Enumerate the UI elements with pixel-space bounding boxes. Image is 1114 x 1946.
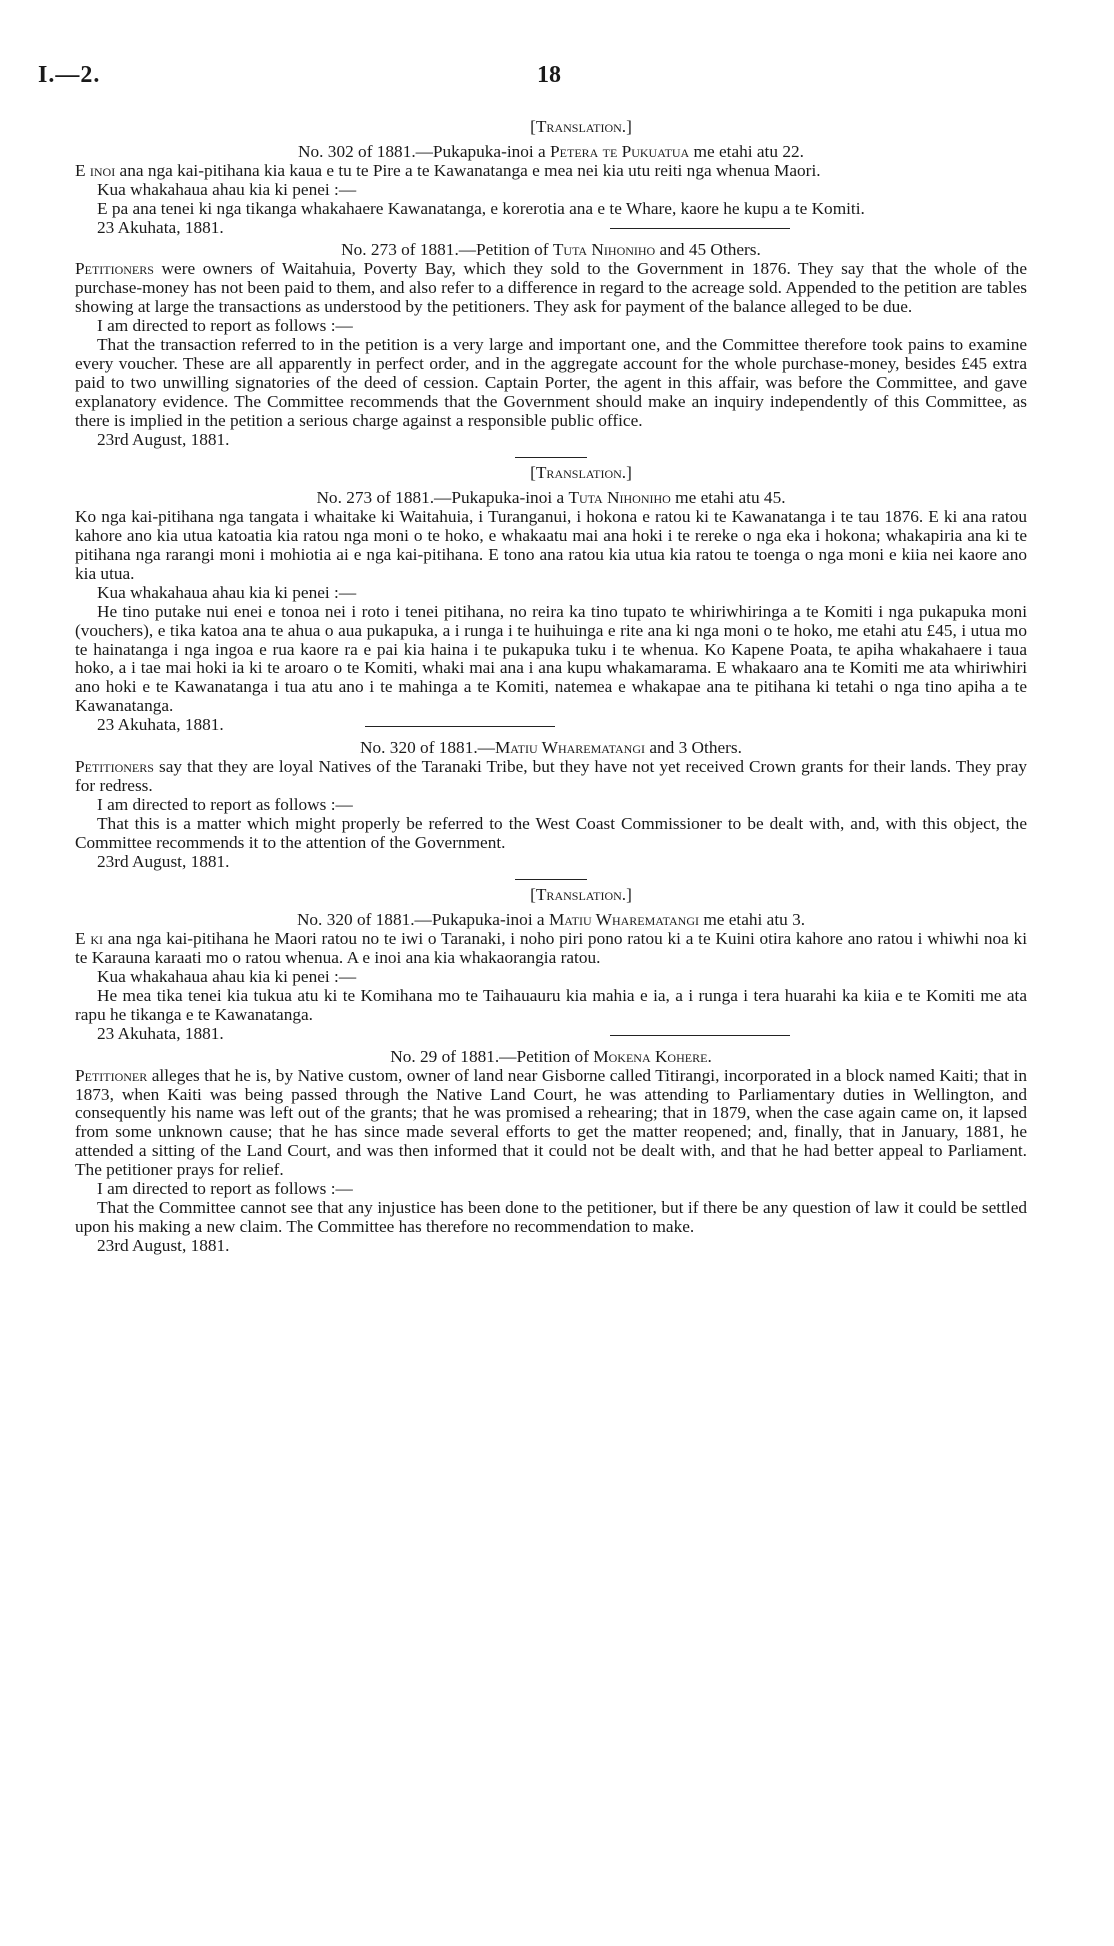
committee-report: That this is a matter which might properly be referred to the West Coast Commissioner to be dealt with, and, with this object, the Committee recommends it to the attention of the Government. [75,813,1027,852]
report-date: 23rd August, 1881. [97,851,230,871]
petition-title: No. 29 of 1881.—Petition of Mokena Kohere. [390,1046,712,1066]
committee-report: E pa ana tenei ki nga tikanga whakahaere Kawanatanga, e korerotia ana e te Whare, kaore he kupu a te Komiti. [97,198,865,218]
section-273-translation [75,463,1027,735]
translation-label: [Translation.] [530,463,632,483]
section-302-translation [75,117,1027,237]
document-body [75,118,1027,1256]
translation-label: [Translation.] [530,117,632,136]
translation-label: [Translation.] [530,885,632,905]
petition-summary: Petitioners say that they are loyal Natives of the Taranaki Tribe, but they have not yet received Crown grants for their lands. They pray for redress. [75,757,1027,795]
section-divider [365,726,555,727]
committee-report: That the transaction referred to in the petition is a very large and important one, and the Committee therefore took pains to examine every voucher. These are all apparently in perfect order, and in the aggregate account for the whole purchase-money, besides £45 extra paid to two unwilling signatories of the deed of cession. Captain Porter, the agent in this affair, was before the Committee, and gave explanatory evidence. The Committee recommends that the Government should make an inquiry independently of this Committee, as there is implied in the petition a serious charge against a responsible public office. [75,334,1027,430]
committee-report: He tino putake nui enei e tonoa nei i roto i tenei pitihana, no reira ka tino tupato te whiriwhiringa a te Komiti i nga pukapuka moni (vouchers), e tika katoa ana te ahua o aua pukapuka, a i runga i te huihuinga e rite ana ki nga moni o te hoko, me etahi atu £45, i utua mo te hainatanga i nga ingoa e rua kaore ra e pai kia haina i te pukapuka tuku i te whenua. Ko Kapene Poata, te apiha whakahaere i taua hoko, a i tae mai hoki ia ki te aroaro o te Komiti, whaki mai ana i ana kupu whakamarama. E whakaaro ana te Komiti me ata whiriwhiri ano hoki e te Kawanatanga i tua atu ano i te mahinga a te Komiti, natemea e whakapae ana te pitihana ki tetahi o nga tino apiha a te Kawanatanga. [75,601,1027,716]
report-date: 23 Akuhata, 1881. [97,217,224,237]
report-date: 23 Akuhata, 1881. [97,1023,224,1043]
petitioner-name: Matiu Wharematangi [548,910,699,930]
section-320-translation [75,885,1027,1043]
section-divider [515,457,587,458]
petitioner-name: Petera te Pukuatua [550,141,690,161]
petition-summary: Ko nga kai-pitihana nga tangata i whaitake ki Waitahuia, i Turanganui, i hokona e ratou ki te Kawanatanga i te tau 1876. E ki ana ratou kahore ano kia utua katoatia kia ratou nga moni o te hoko, e whakaatu mai ana hoki i te rereke o nga eka i hokona; whakapiria ana ki te pitihana nga rarangi moni i mohiotia ai e nga kai-pitihana. E tono ana ratou kia utua kia ratou te toenga o nga moni e kiia nei kaore ano kia utua. [75,507,1027,583]
section-273 [75,241,1027,458]
section-divider [515,879,587,880]
report-directive: I am directed to report as follows :— [97,794,353,814]
report-date: 23rd August, 1881. [97,1235,230,1255]
petition-title: No. 302 of 1881.—Pukapuka-inoi a Petera te Pukuatua me etahi atu 22. [298,141,804,161]
petition-summary: E ki ana nga kai-pitihana he Maori ratou no te iwi o Taranaki, i noho piri pono ratou ki a te Kuini otira kahore ano ratou i whiwhi noa ki te Karauna karaati mo o ratou whenua. A e inoi ana kia whakaorangia ratou. [75,929,1027,968]
petition-summary: Petitioners were owners of Waitahuia, Poverty Bay, which they sold to the Government in 1876. They say that the whole of the purchase-money has not been paid to them, and also refer to a difference in regard to the acreage sold. Appended to the petition are tables showing at large the transactions as understood by the petitioners. They ask for payment of the balance alleged to be due. [75,259,1027,317]
section-29 [75,1048,1027,1256]
report-directive: Kua whakahaua ahau kia ki penei :— [97,967,357,987]
report-date: 23rd August, 1881. [97,429,230,449]
section-divider [610,228,790,229]
petitioner-name: Mokena Kohere [593,1046,708,1066]
report-directive: I am directed to report as follows :— [97,1179,353,1199]
petition-title: No. 320 of 1881.—Matiu Wharematangi and 3 Others. [360,738,742,758]
report-directive: Kua whakahaua ahau kia ki penei :— [97,179,357,199]
section-320 [75,739,1027,880]
committee-report: He mea tika tenei kia tukua atu ki te Komihana mo te Taihauauru kia mahia e ia, a i runga i tera huarahi ka kiia e te Komiti me ata rapu he tikanga e te Kawanatanga. [75,985,1027,1024]
petition-title: No. 273 of 1881.—Petition of Tuta Nihoniho and 45 Others. [341,240,761,260]
report-directive: Kua whakahaua ahau kia ki penei :— [97,582,357,602]
page-reference: I.—2. [38,62,101,88]
petition-summary: Petitioner alleges that he is, by Native custom, owner of land near Gisborne called Titirangi, incorporated in a block named Kaiti; that in 1873, when Kaiti was being passed through the Native Land Court, he was attending to Parliamentary duties in Wellington, and consequently his name was left out of the grants; that he was promised a rehearing; that in 1879, when the case again came on, it lapsed from some unknown cause; that he has since made several efforts to get the matter reopened; and, finally, that in January, 1881, he attended a sitting of the Land Court, and was then informed that it could not be dealt with, and that he had better appeal to Parliament. The petitioner prays for relief. [75,1065,1027,1180]
committee-report: That the Committee cannot see that any injustice has been done to the petitioner, but if there be any question of law it could be settled upon his making a new claim. The Committee has therefore no recommendation to make. [75,1197,1027,1236]
petition-title: No. 320 of 1881.—Pukapuka-inoi a Matiu Wharematangi me etahi atu 3. [296,910,806,930]
section-divider [610,1035,790,1036]
petitioner-name: Tuta Nihoniho [552,240,656,260]
petition-title: No. 273 of 1881.—Pukapuka-inoi a Tuta Nihoniho me etahi atu 45. [316,488,786,508]
page-number: 18 [537,62,561,88]
report-date: 23 Akuhata, 1881. [97,715,224,735]
petition-summary: E inoi ana nga kai-pitihana kia kaua e tu te Pire a te Kawanatanga e mea nei kia utu reiti nga whenua Maori. [75,160,821,180]
petitioner-name: Tuta Nihoniho [568,488,671,508]
petitioner-name: Matiu Wharematangi [494,738,645,758]
report-directive: I am directed to report as follows :— [97,316,353,336]
